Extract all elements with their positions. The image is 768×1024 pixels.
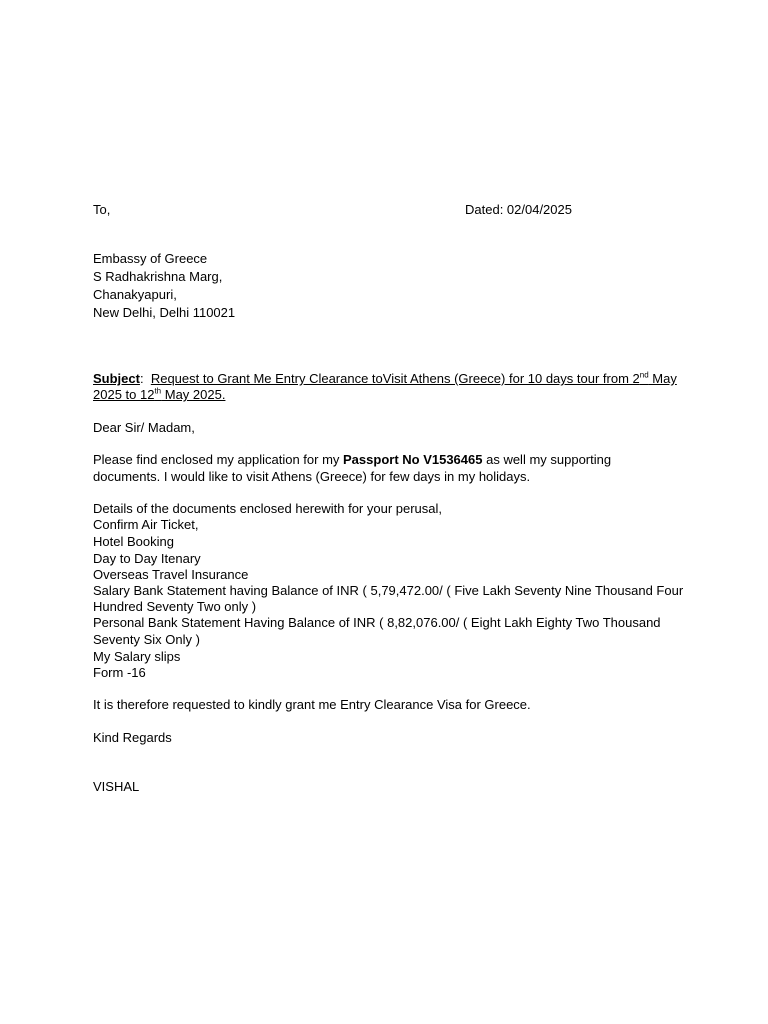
salutation: Dear Sir/ Madam, (93, 420, 195, 435)
closing: Kind Regards (93, 730, 172, 745)
details-heading: Details of the documents enclosed herewith for your perusal, (93, 501, 443, 516)
document-item: Personal Bank Statement Having Balance of INR ( 8,82,076.00/ ( Eight Lakh Eighty Two Thousand (93, 615, 661, 630)
document-item: Salary Bank Statement having Balance of INR ( 5,79,472.00/ ( Five Lakh Seventy Nine Thousand Four (93, 583, 684, 598)
document-item: Overseas Travel Insurance (93, 567, 249, 582)
passport-number: Passport No V1536465 (343, 452, 483, 467)
document-item-continued: Seventy Six Only ) (93, 632, 200, 647)
subject-text-1: Request to Grant Me Entry Clearance toVisit Athens (Greece) for 10 days tour from 2nd May (150, 370, 677, 386)
subject-label: Subject (93, 371, 140, 386)
request-line: It is therefore requested to kindly grant me Entry Clearance Visa for Greece. (93, 697, 531, 712)
paragraph-1-line-2: documents. I would like to visit Athens (Greece) for few days in my holidays. (93, 469, 531, 484)
document-item: Confirm Air Ticket, (93, 517, 199, 532)
document-item: My Salary slips (93, 649, 181, 664)
document-item: Day to Day Itenary (93, 551, 201, 566)
paragraph-1-line-1: Please find enclosed my application for my Passport No V1536465 as well my supporting (93, 452, 612, 467)
date-line: Dated: 02/04/2025 (465, 202, 572, 217)
address-line-4: New Delhi, Delhi 110021 (93, 305, 236, 320)
document-item-continued: Hundred Seventy Two only ) (93, 599, 257, 614)
subject-colon: : (139, 371, 144, 386)
document-item: Hotel Booking (93, 534, 174, 549)
subject-line-2: 2025 to 12th May 2025. (93, 386, 226, 402)
subject-line-1 (93, 371, 677, 387)
address-line-1: Embassy of Greece (93, 251, 208, 266)
to-label: To, (93, 202, 111, 217)
document-item: Form -16 (93, 665, 146, 680)
address-line-3: Chanakyapuri, (93, 287, 177, 302)
signature-name: VISHAL (93, 779, 140, 794)
address-line-2: S Radhakrishna Marg, (93, 269, 223, 284)
